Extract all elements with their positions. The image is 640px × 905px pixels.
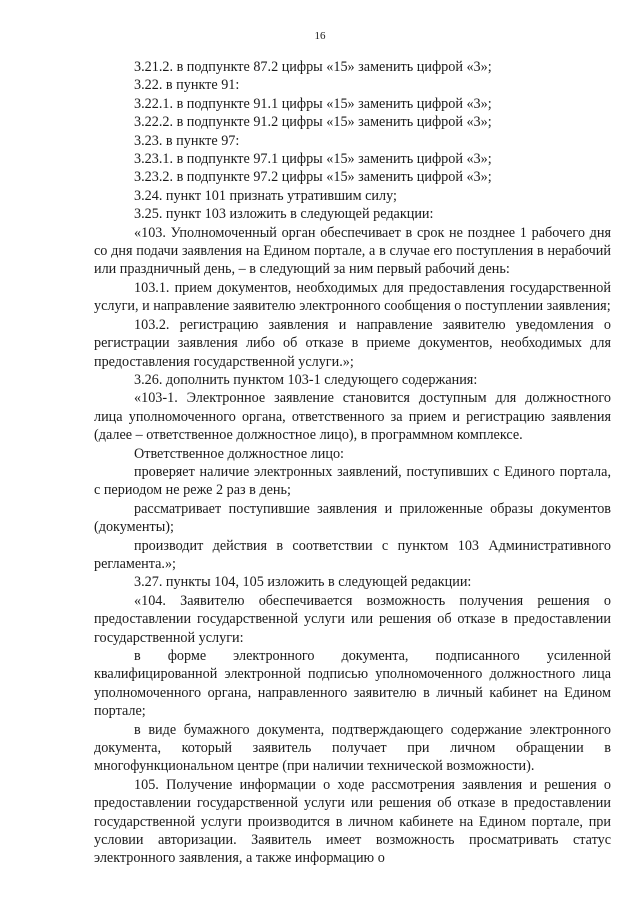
page-number: 16	[314, 30, 326, 42]
paragraph-paper-form: в виде бумажного документа, подтверждающего содержание электронного документа, который заявитель получает при личном обращении в многофункциональном центре (при наличии технической возможности).	[94, 721, 611, 775]
paragraph-responsible-official: Ответственное должностное лицо:	[134, 445, 344, 462]
paragraph-105: 105. Получение информации о ходе рассмотрения заявления и решения о предоставлении государственной услуги или решения об отказе в предоставлении государственной услуги производится в личном кабинете на Едином портале, при условии авторизации. Заявитель имеет возможность просматривать статус электронного заявления, а также информацию о	[94, 776, 611, 867]
paragraph-3-26: 3.26. дополнить пунктом 103-1 следующего содержания:	[134, 371, 478, 388]
paragraph-3-22: 3.22. в пункте 91:	[134, 77, 240, 94]
paragraph-3-24: 3.24. пункт 101 признать утратившим силу;	[134, 187, 397, 204]
paragraph-103-2: 103.2. регистрацию заявления и направление заявителю уведомления о регистрации заявления либо об отказе в приеме документов, необходимых для предоставления государственной услуги.»;	[94, 316, 611, 370]
paragraph-103-1: 103.1. прием документов, необходимых для предоставления государственной услуги, и направление заявителю электронного сообщения о поступлении заявления;	[94, 279, 611, 315]
paragraph-3-23-2: 3.23.2. в подпункте 97.2 цифры «15» заменить цифрой «3»;	[134, 169, 492, 186]
paragraph-3-21-2: 3.21.2. в подпункте 87.2 цифры «15» заменить цифрой «3»;	[134, 59, 492, 75]
paragraph-3-27: 3.27. пункты 104, 105 изложить в следующей редакции:	[134, 574, 472, 591]
paragraph-103: «103. Уполномоченный орган обеспечивает в срок не позднее 1 рабочего дня со дня подачи заявления на Едином портале, а в случае его поступления в нерабочий или праздничный день, – в следующий за ним первый рабочий день:	[94, 224, 611, 278]
paragraph-104: «104. Заявителю обеспечивается возможность получения решения о предоставлении государственной услуги или решения об отказе в предоставлении государственной услуги:	[94, 592, 611, 646]
paragraph-103-1-new: «103-1. Электронное заявление становится доступным для должностного лица уполномоченного органа, ответственного за прием и регистрацию заявления (далее – ответственное должностное лицо), в программном комплексе.	[94, 390, 611, 444]
paragraph-electronic-form: в форме электронного документа, подписанного усиленной квалифицированной электронной подписью уполномоченного должностного лица уполномоченного органа, направленного заявителю в личный кабинет на Едином портале;	[94, 648, 611, 720]
paragraph-3-22-1: 3.22.1. в подпункте 91.1 цифры «15» заменить цифрой «3»;	[134, 95, 492, 112]
paragraph-3-23-1: 3.23.1. в подпункте 97.1 цифры «15» заменить цифрой «3»;	[134, 151, 492, 168]
paragraph-checks: проверяет наличие электронных заявлений, поступивших с Единого портала, с периодом не реже 2 раз в день;	[94, 463, 611, 499]
document-body	[94, 58, 611, 868]
paragraph-3-23: 3.23. в пункте 97:	[134, 132, 240, 149]
paragraph-reviews: рассматривает поступившие заявления и приложенные образы документов (документы);	[94, 500, 611, 536]
paragraph-3-22-2: 3.22.2. в подпункте 91.2 цифры «15» заменить цифрой «3»;	[134, 114, 492, 131]
paragraph-3-25: 3.25. пункт 103 изложить в следующей редакции:	[134, 206, 434, 223]
paragraph-performs: производит действия в соответствии с пунктом 103 Административного регламента.»;	[94, 537, 611, 572]
